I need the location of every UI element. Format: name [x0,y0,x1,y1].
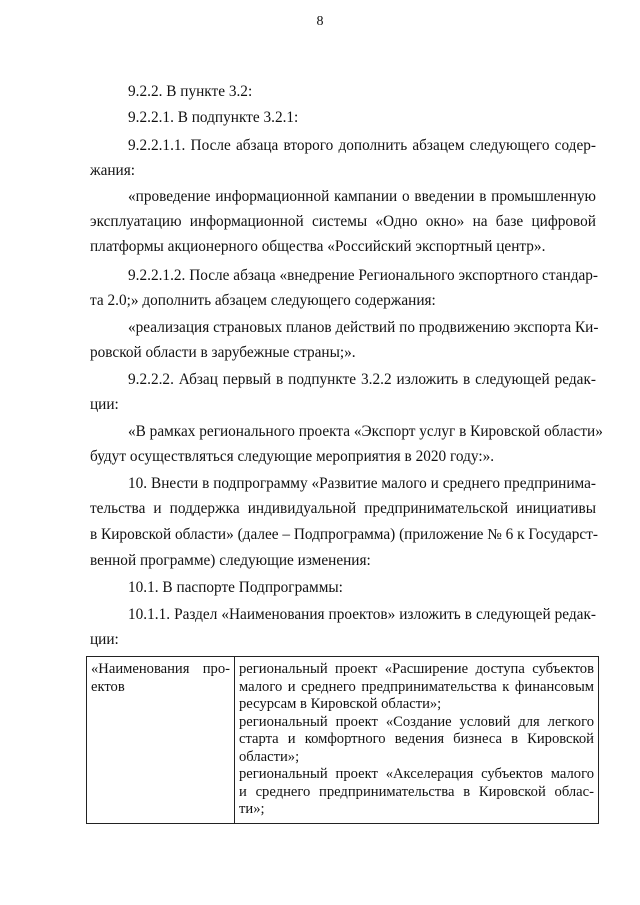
cell-line: малого и среднего предпринимательства к финансовым [239,678,594,695]
text-line: та 2.0;» дополнить абзацем следующего содержания: [90,292,436,309]
text-line: 9.2.2.1.1. После абзаца второго дополнить абзацем следующего содер- [128,137,596,154]
cell-line: региональный проект «Акселерация субъектов малого [239,766,594,782]
table-row [87,657,599,824]
quote-line: «реализация страновых планов действий по продвижению экспорта Ки- [128,319,599,336]
projects-table [86,656,599,824]
page-number: 8 [316,14,324,29]
quote-line: ровской области в зарубежные страны;». [90,344,356,361]
cell-line: ектов [91,678,125,695]
quote-line: эксплуатацию информационной системы «Одно окно» на базе цифровой [90,213,596,230]
cell-line: области»; [239,748,300,765]
text-line: в Кировской области» (далее – Подпрограмма) (приложение № 6 к Государст- [90,526,598,543]
text-line: 10.1. В паспорте Подпрограммы: [128,579,343,596]
quote-line: платформы акционерного общества «Российский экспортный центр». [90,238,546,255]
cell-line: и среднего предпринимательства в Кировской облас- [239,783,594,800]
text-line: ции: [90,631,119,648]
cell-line: ресурсам в Кировской области»; [239,696,442,712]
text-line: 10. Внести в подпрограмму «Развитие малого и среднего предпринима- [128,475,596,492]
table-cell-label [87,657,235,824]
cell-line: ти»; [239,801,265,817]
quote-line: «В рамках регионального проекта «Экспорт услуг в Кировской области» [128,423,603,440]
text-line: 9.2.2.1. В подпункте 3.2.1: [128,109,299,126]
text-line: тельства и поддержка индивидуальной предпринимательской инициативы [90,500,596,517]
cell-line: региональный проект «Расширение доступа субъектов [239,661,594,677]
quote-line: «проведение информационной кампании о введении в промышленную [128,188,596,205]
quote-line: будут осуществляться следующие мероприятия в 2020 году:». [90,448,495,465]
table-cell-content [235,657,599,824]
cell-line: старта и комфортного ведения бизнеса в Кировской [239,731,594,747]
text-line: 9.2.2.1.2. После абзаца «внедрение Регионального экспортного стандар- [128,267,599,284]
text-line: 9.2.2.2. Абзац первый в подпункте 3.2.2 изложить в следующей редак- [128,371,596,388]
text-line: жания: [90,162,136,179]
cell-line: региональный проект «Создание условий для легкого [239,713,594,730]
text-line: 9.2.2. В пункте 3.2: [128,83,253,100]
text-line: венной программе) следующие изменения: [90,552,371,569]
text-line: 10.1.1. Раздел «Наименования проектов» изложить в следующей редак- [128,606,596,623]
cell-line: «Наименования про- [91,661,230,677]
text-line: ции: [90,396,119,413]
